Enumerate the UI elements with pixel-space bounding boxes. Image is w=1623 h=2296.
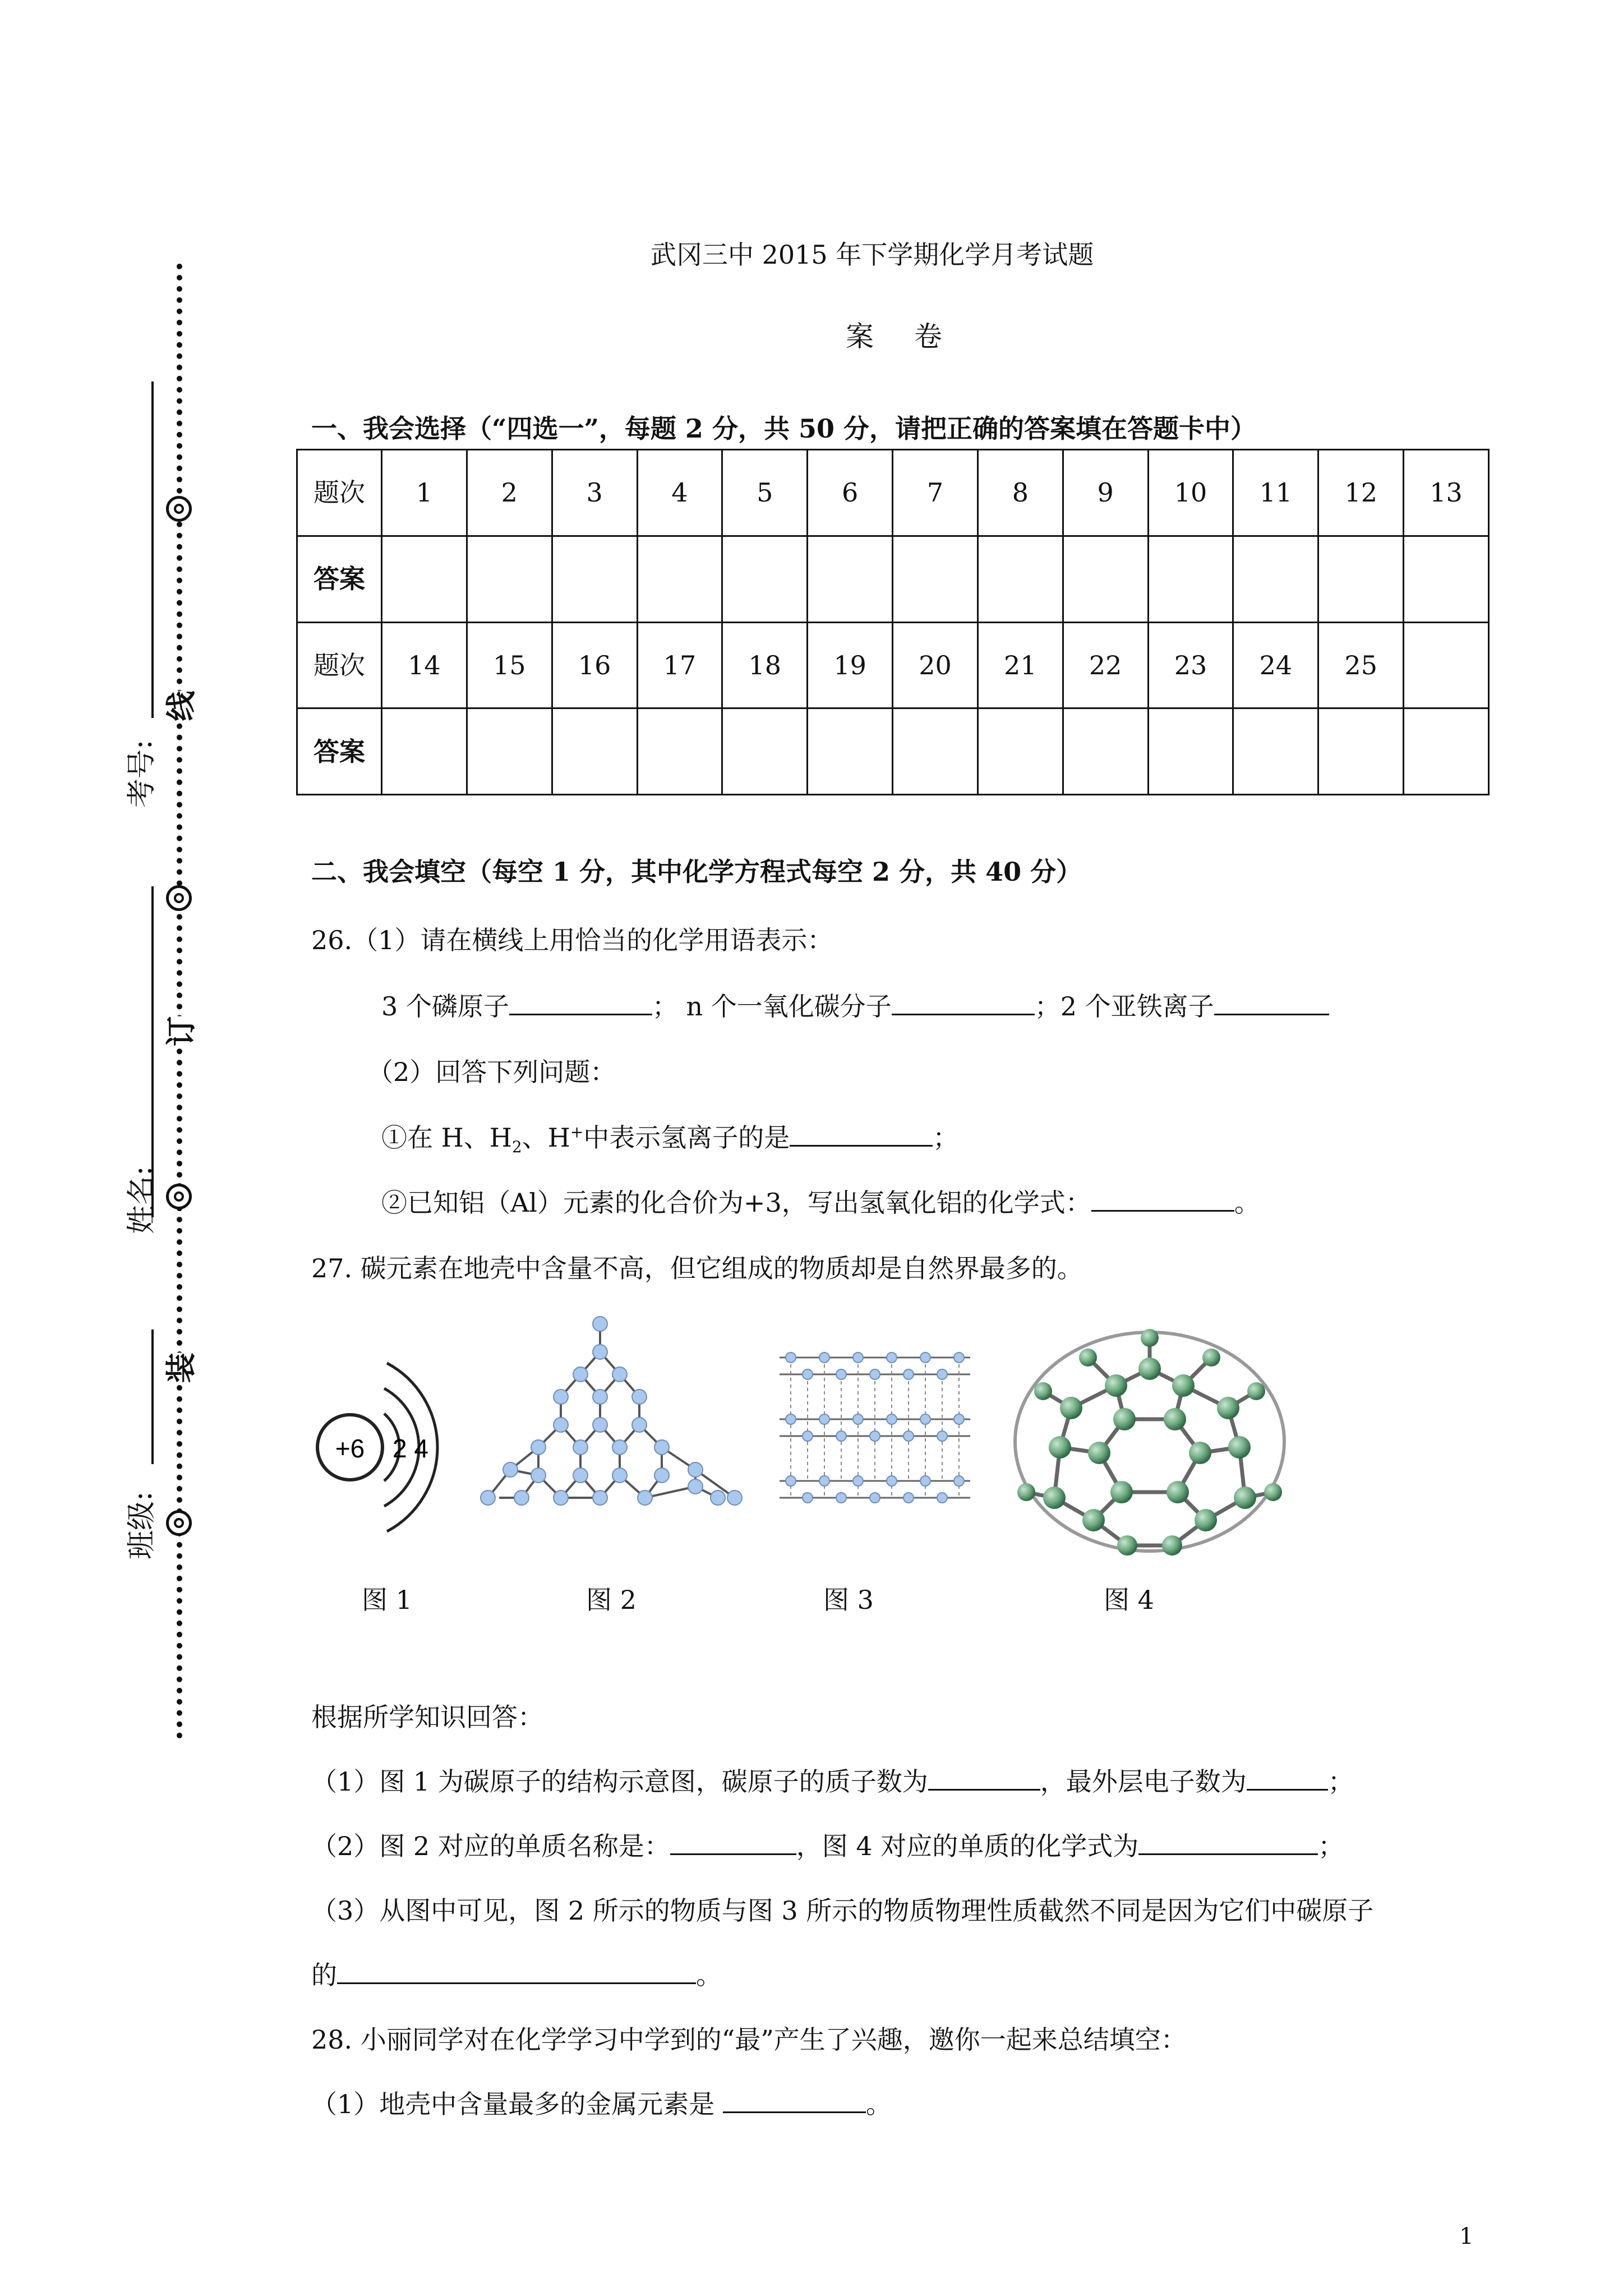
q27-intro: 根据所学知识回答： <box>311 1702 543 1732</box>
q27-sub1 <box>311 1761 1354 1798</box>
q27-s1c: ； <box>1327 1766 1354 1797</box>
answer-cell[interactable] <box>1148 536 1233 622</box>
q27-sub2 <box>311 1826 1344 1863</box>
answer-cell[interactable] <box>893 536 978 622</box>
q26-choice1 <box>381 1117 958 1156</box>
q28-s1-end: 。 <box>865 2089 892 2119</box>
q27-s1b: ，最外层电子数为 <box>1040 1766 1247 1797</box>
figure-2-caption: 图 2 <box>586 1585 637 1615</box>
answer-blank[interactable] <box>892 990 1035 1015</box>
figure-3-graphite <box>768 1341 981 1537</box>
answer-cell[interactable] <box>1404 708 1489 795</box>
question-number-cell: 12 <box>1318 450 1404 536</box>
question-number-label: 题次 <box>297 450 382 536</box>
nucleus-charge: +6 <box>335 1434 365 1463</box>
answer-cell[interactable] <box>1063 708 1148 795</box>
answer-blank[interactable] <box>1138 1830 1318 1855</box>
binding-circle-3 <box>166 1184 192 1209</box>
answer-cell[interactable] <box>382 536 467 622</box>
answer-cell[interactable] <box>637 536 722 622</box>
electron-counts: 2 4 <box>393 1434 428 1463</box>
question-number-cell: 21 <box>978 622 1063 708</box>
answer-cell[interactable] <box>637 708 722 795</box>
question-number-cell: 17 <box>637 622 722 708</box>
question-number-cell: 2 <box>467 450 552 536</box>
answer-blank[interactable] <box>1091 1186 1234 1212</box>
q27-sub3: （3）从图中可见，图 2 所示的物质与图 3 所示的物质物理性质截然不同是因为它们中碳原子 <box>311 1895 1374 1926</box>
q26-c1-end: ； <box>933 1122 959 1153</box>
answer-cell[interactable] <box>552 536 637 622</box>
q26-c1-pre: ①在 H、H <box>381 1122 512 1153</box>
question-number-cell: 20 <box>893 622 978 708</box>
q26-sub2: （2）回答下列问题： <box>367 1057 616 1087</box>
answer-blank[interactable] <box>509 990 652 1015</box>
answer-blank[interactable] <box>1214 990 1329 1015</box>
answer-label: 答案 <box>297 536 382 622</box>
table-row-question-1-13 <box>297 450 1489 536</box>
table-row-question-14-25 <box>297 622 1489 708</box>
answer-cell[interactable] <box>1318 708 1404 795</box>
exam-title: 武冈三中 2015 年下学期化学月考试题 <box>651 240 1094 270</box>
figure-3-caption: 图 3 <box>823 1585 874 1615</box>
answer-cell[interactable] <box>722 708 808 795</box>
answer-cell[interactable] <box>1318 536 1404 622</box>
question-number-cell: 22 <box>1063 622 1148 708</box>
answer-cell[interactable] <box>978 536 1063 622</box>
question-number-cell: 13 <box>1404 450 1489 536</box>
q26-p1a: 3 个磷原子 <box>381 991 509 1022</box>
q27-s2c: ； <box>1318 1831 1344 1861</box>
question-number-cell: 15 <box>467 622 552 708</box>
q26-choice2 <box>381 1182 1260 1220</box>
q26-c1-sub: 2 <box>511 1138 522 1157</box>
answer-cell[interactable] <box>467 708 552 795</box>
exam-subtitle: 案卷 <box>846 320 983 353</box>
q27-stem: 27. 碳元素在地壳中含量不高，但它组成的物质却是自然界最多的。 <box>311 1253 1083 1283</box>
answer-cell[interactable] <box>1404 536 1489 622</box>
question-number-cell: 8 <box>978 450 1063 536</box>
binding-circle-1 <box>166 496 192 522</box>
exam-number-label: 考号: <box>125 739 159 808</box>
q28-sub1 <box>311 2084 892 2121</box>
q27-sub3-cont <box>311 1955 722 1992</box>
name-label: 姓名: <box>125 1166 159 1234</box>
question-number-cell: 6 <box>808 450 893 536</box>
q26-c1-post: 中表示氢离子的是 <box>583 1122 790 1153</box>
margin-char-zhuang: 装 <box>158 1353 201 1383</box>
q26-p1c: ；2 个亚铁离子 <box>1034 991 1214 1022</box>
answer-cell[interactable] <box>1233 536 1318 622</box>
question-number-cell: 10 <box>1148 450 1233 536</box>
answer-cell[interactable] <box>382 708 467 795</box>
class-label: 班级: <box>125 1491 159 1559</box>
binding-circle-4 <box>166 1510 192 1536</box>
question-number-cell: 19 <box>808 622 893 708</box>
binding-circle-2 <box>166 885 192 911</box>
q27-s1a: （1）图 1 为碳原子的结构示意图，碳原子的质子数为 <box>311 1766 928 1797</box>
q26-part1 <box>381 986 1329 1023</box>
table-row-answer-14-25 <box>297 708 1489 795</box>
question-number-cell: 24 <box>1233 622 1318 708</box>
question-number-cell: 25 <box>1318 622 1404 708</box>
exam-number-blank[interactable] <box>151 381 154 718</box>
section1-heading: 一、我会选择（“四选一”，每题 2 分，共 50 分，请把正确的答案填在答题卡中） <box>311 413 1256 444</box>
q27-s3b: 的 <box>311 1960 337 1990</box>
question-number-cell: 18 <box>722 622 808 708</box>
question-number-cell: 3 <box>552 450 637 536</box>
figure-2-diamond <box>477 1307 746 1531</box>
answer-cell[interactable] <box>467 536 552 622</box>
q26-c1-sup: + <box>570 1122 584 1142</box>
question-number-cell <box>1404 622 1489 708</box>
q27-s2a: （2）图 2 对应的单质名称是： <box>311 1831 670 1861</box>
q27-s2b: ，图 4 对应的单质的化学式为 <box>796 1831 1139 1861</box>
answer-blank[interactable] <box>790 1121 933 1147</box>
answer-cell[interactable] <box>1063 536 1148 622</box>
answer-cell[interactable] <box>1233 708 1318 795</box>
margin-char-line: 线 <box>158 691 201 721</box>
q26-stem: 26.（1）请在横线上用恰当的化学用语表示： <box>311 925 833 955</box>
q28-stem: 28. 小丽同学对在化学学习中学到的“最”产生了兴趣，邀你一起来总结填空： <box>311 2024 1187 2055</box>
question-number-cell: 14 <box>382 622 467 708</box>
figure-1-carbon-atom <box>314 1346 460 1548</box>
question-number-cell: 7 <box>893 450 978 536</box>
question-number-cell: 1 <box>382 450 467 536</box>
class-blank[interactable] <box>151 1329 154 1464</box>
answer-blank[interactable] <box>670 1830 796 1855</box>
question-number-label: 题次 <box>297 622 382 708</box>
question-number-cell: 16 <box>552 622 637 708</box>
q26-p1b: ； n 个一氧化碳分子 <box>652 991 892 1022</box>
q26-c1-mid: 、H <box>522 1122 570 1153</box>
table-row-answer-1-13 <box>297 536 1489 622</box>
answer-blank[interactable] <box>1247 1765 1328 1791</box>
answer-label: 答案 <box>297 708 382 795</box>
answer-cell[interactable] <box>1148 708 1233 795</box>
answer-cell[interactable] <box>552 708 637 795</box>
answer-cell[interactable] <box>893 708 978 795</box>
question-number-cell: 9 <box>1063 450 1148 536</box>
q27-s3c: 。 <box>696 1960 722 1990</box>
margin-char-ding: 订 <box>158 1016 201 1047</box>
section2-heading: 二、我会填空（每空 1 分，其中化学方程式每空 2 分，共 40 分） <box>311 857 1082 887</box>
question-number-cell: 11 <box>1233 450 1318 536</box>
answer-blank[interactable] <box>337 1959 696 1984</box>
answer-cell[interactable] <box>808 708 893 795</box>
answer-blank[interactable] <box>723 2088 866 2113</box>
question-number-cell: 5 <box>722 450 808 536</box>
q26-c2: ②已知铝（Al）元素的化合价为+3，写出氢氧化铝的化学式： <box>381 1188 1091 1218</box>
q28-s1: （1）地壳中含量最多的金属元素是 <box>311 2089 723 2119</box>
answer-blank[interactable] <box>928 1765 1040 1791</box>
figure-1-caption: 图 1 <box>362 1585 412 1615</box>
answer-cell[interactable] <box>978 708 1063 795</box>
question-number-cell: 23 <box>1148 622 1233 708</box>
answer-cell[interactable] <box>722 536 808 622</box>
page-number: 1 <box>1459 2224 1474 2249</box>
figure-4-caption: 图 4 <box>1104 1585 1154 1615</box>
question-number-cell: 4 <box>637 450 722 536</box>
figure-4-c60 <box>1004 1324 1295 1559</box>
answer-cell[interactable] <box>808 536 893 622</box>
q26-c2-end: 。 <box>1234 1188 1260 1218</box>
answer-card-table <box>296 449 1490 795</box>
